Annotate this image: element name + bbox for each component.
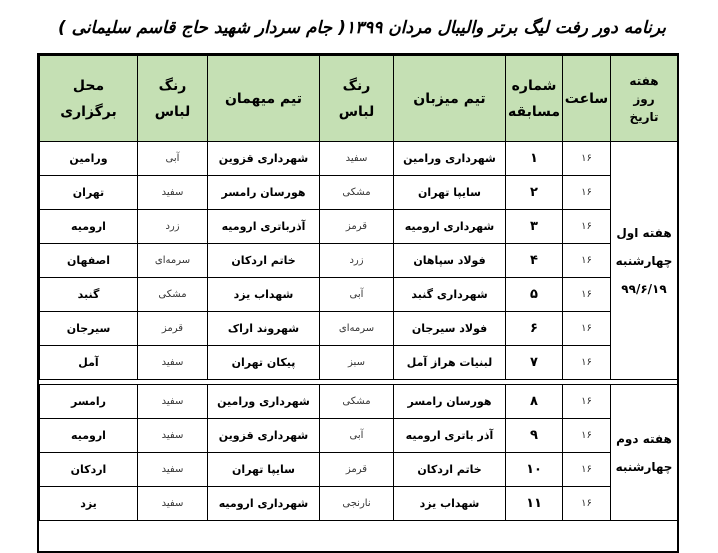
table-row bbox=[40, 244, 678, 278]
host-team: سایپا تهران bbox=[394, 176, 506, 210]
guest-kit-color: سفید bbox=[138, 385, 208, 419]
header-host: تیم میزبان bbox=[394, 56, 506, 142]
table-row bbox=[40, 419, 678, 453]
guest-team: شهرداری قزوین bbox=[208, 419, 320, 453]
guest-kit-color: آبی bbox=[138, 142, 208, 176]
table-row bbox=[40, 312, 678, 346]
host-kit-color: مشکی bbox=[320, 385, 394, 419]
header-row bbox=[40, 56, 678, 142]
match-number: ۱۱ bbox=[506, 487, 563, 521]
guest-team: شهداب یزد bbox=[208, 278, 320, 312]
host-kit-color: سفید bbox=[320, 142, 394, 176]
table-row bbox=[40, 453, 678, 487]
match-venue: آمل bbox=[40, 346, 138, 380]
match-number: ۵ bbox=[506, 278, 563, 312]
header-time: ساعت bbox=[563, 56, 611, 142]
page-title: برنامه دور رفت لیگ برتر والیبال مردان ۱۳۹۹( جام سردار شهید حاج قاسم سلیمانی ) bbox=[57, 18, 666, 38]
match-number: ۲ bbox=[506, 176, 563, 210]
match-number: ۱۰ bbox=[506, 453, 563, 487]
guest-kit-color: سرمه‌ای bbox=[138, 244, 208, 278]
guest-kit-color: سفید bbox=[138, 487, 208, 521]
guest-kit-color: سفید bbox=[138, 346, 208, 380]
header-venue: محل برگزاری bbox=[40, 56, 138, 142]
guest-team: شهرداری قزوین bbox=[208, 142, 320, 176]
guest-team: شهرداری ورامین bbox=[208, 385, 320, 419]
match-time: ۱۶ bbox=[563, 487, 611, 521]
host-kit-color: قرمز bbox=[320, 453, 394, 487]
match-number: ۳ bbox=[506, 210, 563, 244]
header-match-no: شماره مسابقه bbox=[506, 56, 563, 142]
match-number: ۹ bbox=[506, 419, 563, 453]
table-row bbox=[40, 346, 678, 380]
host-kit-color: نارنجی bbox=[320, 487, 394, 521]
table-row bbox=[40, 278, 678, 312]
header-guest: تیم میهمان bbox=[208, 56, 320, 142]
match-time: ۱۶ bbox=[563, 244, 611, 278]
guest-team: شهرداری ارومیه bbox=[208, 487, 320, 521]
table-row bbox=[40, 385, 678, 419]
match-venue: سیرجان bbox=[40, 312, 138, 346]
match-venue: ارومیه bbox=[40, 419, 138, 453]
match-time: ۱۶ bbox=[563, 385, 611, 419]
match-time: ۱۶ bbox=[563, 176, 611, 210]
week-label: هفته اول چهارشنبه ۹۹/۶/۱۹ bbox=[611, 142, 678, 380]
match-venue: ورامین bbox=[40, 142, 138, 176]
guest-team: سایپا تهران bbox=[208, 453, 320, 487]
guest-team: آذرباترى ارومیه bbox=[208, 210, 320, 244]
host-kit-color: زرد bbox=[320, 244, 394, 278]
schedule-table bbox=[39, 55, 678, 521]
match-time: ۱۶ bbox=[563, 312, 611, 346]
match-time: ۱۶ bbox=[563, 142, 611, 176]
match-venue: گنبد bbox=[40, 278, 138, 312]
host-team: خاتم اردکان bbox=[394, 453, 506, 487]
table-row bbox=[40, 487, 678, 521]
match-number: ۱ bbox=[506, 142, 563, 176]
match-venue: اصفهان bbox=[40, 244, 138, 278]
match-venue: ارومیه bbox=[40, 210, 138, 244]
match-number: ۷ bbox=[506, 346, 563, 380]
guest-team: خاتم اردکان bbox=[208, 244, 320, 278]
guest-team: پیکان تهران bbox=[208, 346, 320, 380]
match-venue: تهران bbox=[40, 176, 138, 210]
schedule-frame bbox=[37, 53, 679, 553]
host-team: شهداب یزد bbox=[394, 487, 506, 521]
host-kit-color: قرمز bbox=[320, 210, 394, 244]
table-row bbox=[40, 176, 678, 210]
guest-kit-color: سفید bbox=[138, 176, 208, 210]
host-kit-color: مشکی bbox=[320, 176, 394, 210]
header-host-color: رنگ لباس bbox=[320, 56, 394, 142]
table-row bbox=[40, 142, 678, 176]
match-time: ۱۶ bbox=[563, 346, 611, 380]
host-kit-color: آبی bbox=[320, 419, 394, 453]
match-time: ۱۶ bbox=[563, 453, 611, 487]
week-label: هفته دوم چهارشنبه bbox=[611, 385, 678, 521]
table-row bbox=[40, 210, 678, 244]
match-time: ۱۶ bbox=[563, 278, 611, 312]
header-week: هفته روز تاریخ bbox=[611, 56, 678, 142]
host-kit-color: سبز bbox=[320, 346, 394, 380]
guest-kit-color: سفید bbox=[138, 419, 208, 453]
host-team: فولاد سیرجان bbox=[394, 312, 506, 346]
host-team: شهرداری ورامین bbox=[394, 142, 506, 176]
match-venue: اردکان bbox=[40, 453, 138, 487]
guest-kit-color: سفید bbox=[138, 453, 208, 487]
match-time: ۱۶ bbox=[563, 419, 611, 453]
guest-team: شهروند اراک bbox=[208, 312, 320, 346]
guest-team: هورسان رامسر bbox=[208, 176, 320, 210]
match-number: ۶ bbox=[506, 312, 563, 346]
guest-kit-color: زرد bbox=[138, 210, 208, 244]
match-venue: یزد bbox=[40, 487, 138, 521]
host-team: شهرداری ارومیه bbox=[394, 210, 506, 244]
guest-kit-color: قرمز bbox=[138, 312, 208, 346]
match-number: ۴ bbox=[506, 244, 563, 278]
host-team: لبنیات هراز آمل bbox=[394, 346, 506, 380]
header-guest-color: رنگ لباس bbox=[138, 56, 208, 142]
host-kit-color: آبی bbox=[320, 278, 394, 312]
match-number: ۸ bbox=[506, 385, 563, 419]
match-venue: رامسر bbox=[40, 385, 138, 419]
match-time: ۱۶ bbox=[563, 210, 611, 244]
host-team: شهرداری گنبد bbox=[394, 278, 506, 312]
host-team: هورسان رامسر bbox=[394, 385, 506, 419]
host-kit-color: سرمه‌ای bbox=[320, 312, 394, 346]
host-team: آذر باتری ارومیه bbox=[394, 419, 506, 453]
guest-kit-color: مشکی bbox=[138, 278, 208, 312]
host-team: فولاد سپاهان bbox=[394, 244, 506, 278]
